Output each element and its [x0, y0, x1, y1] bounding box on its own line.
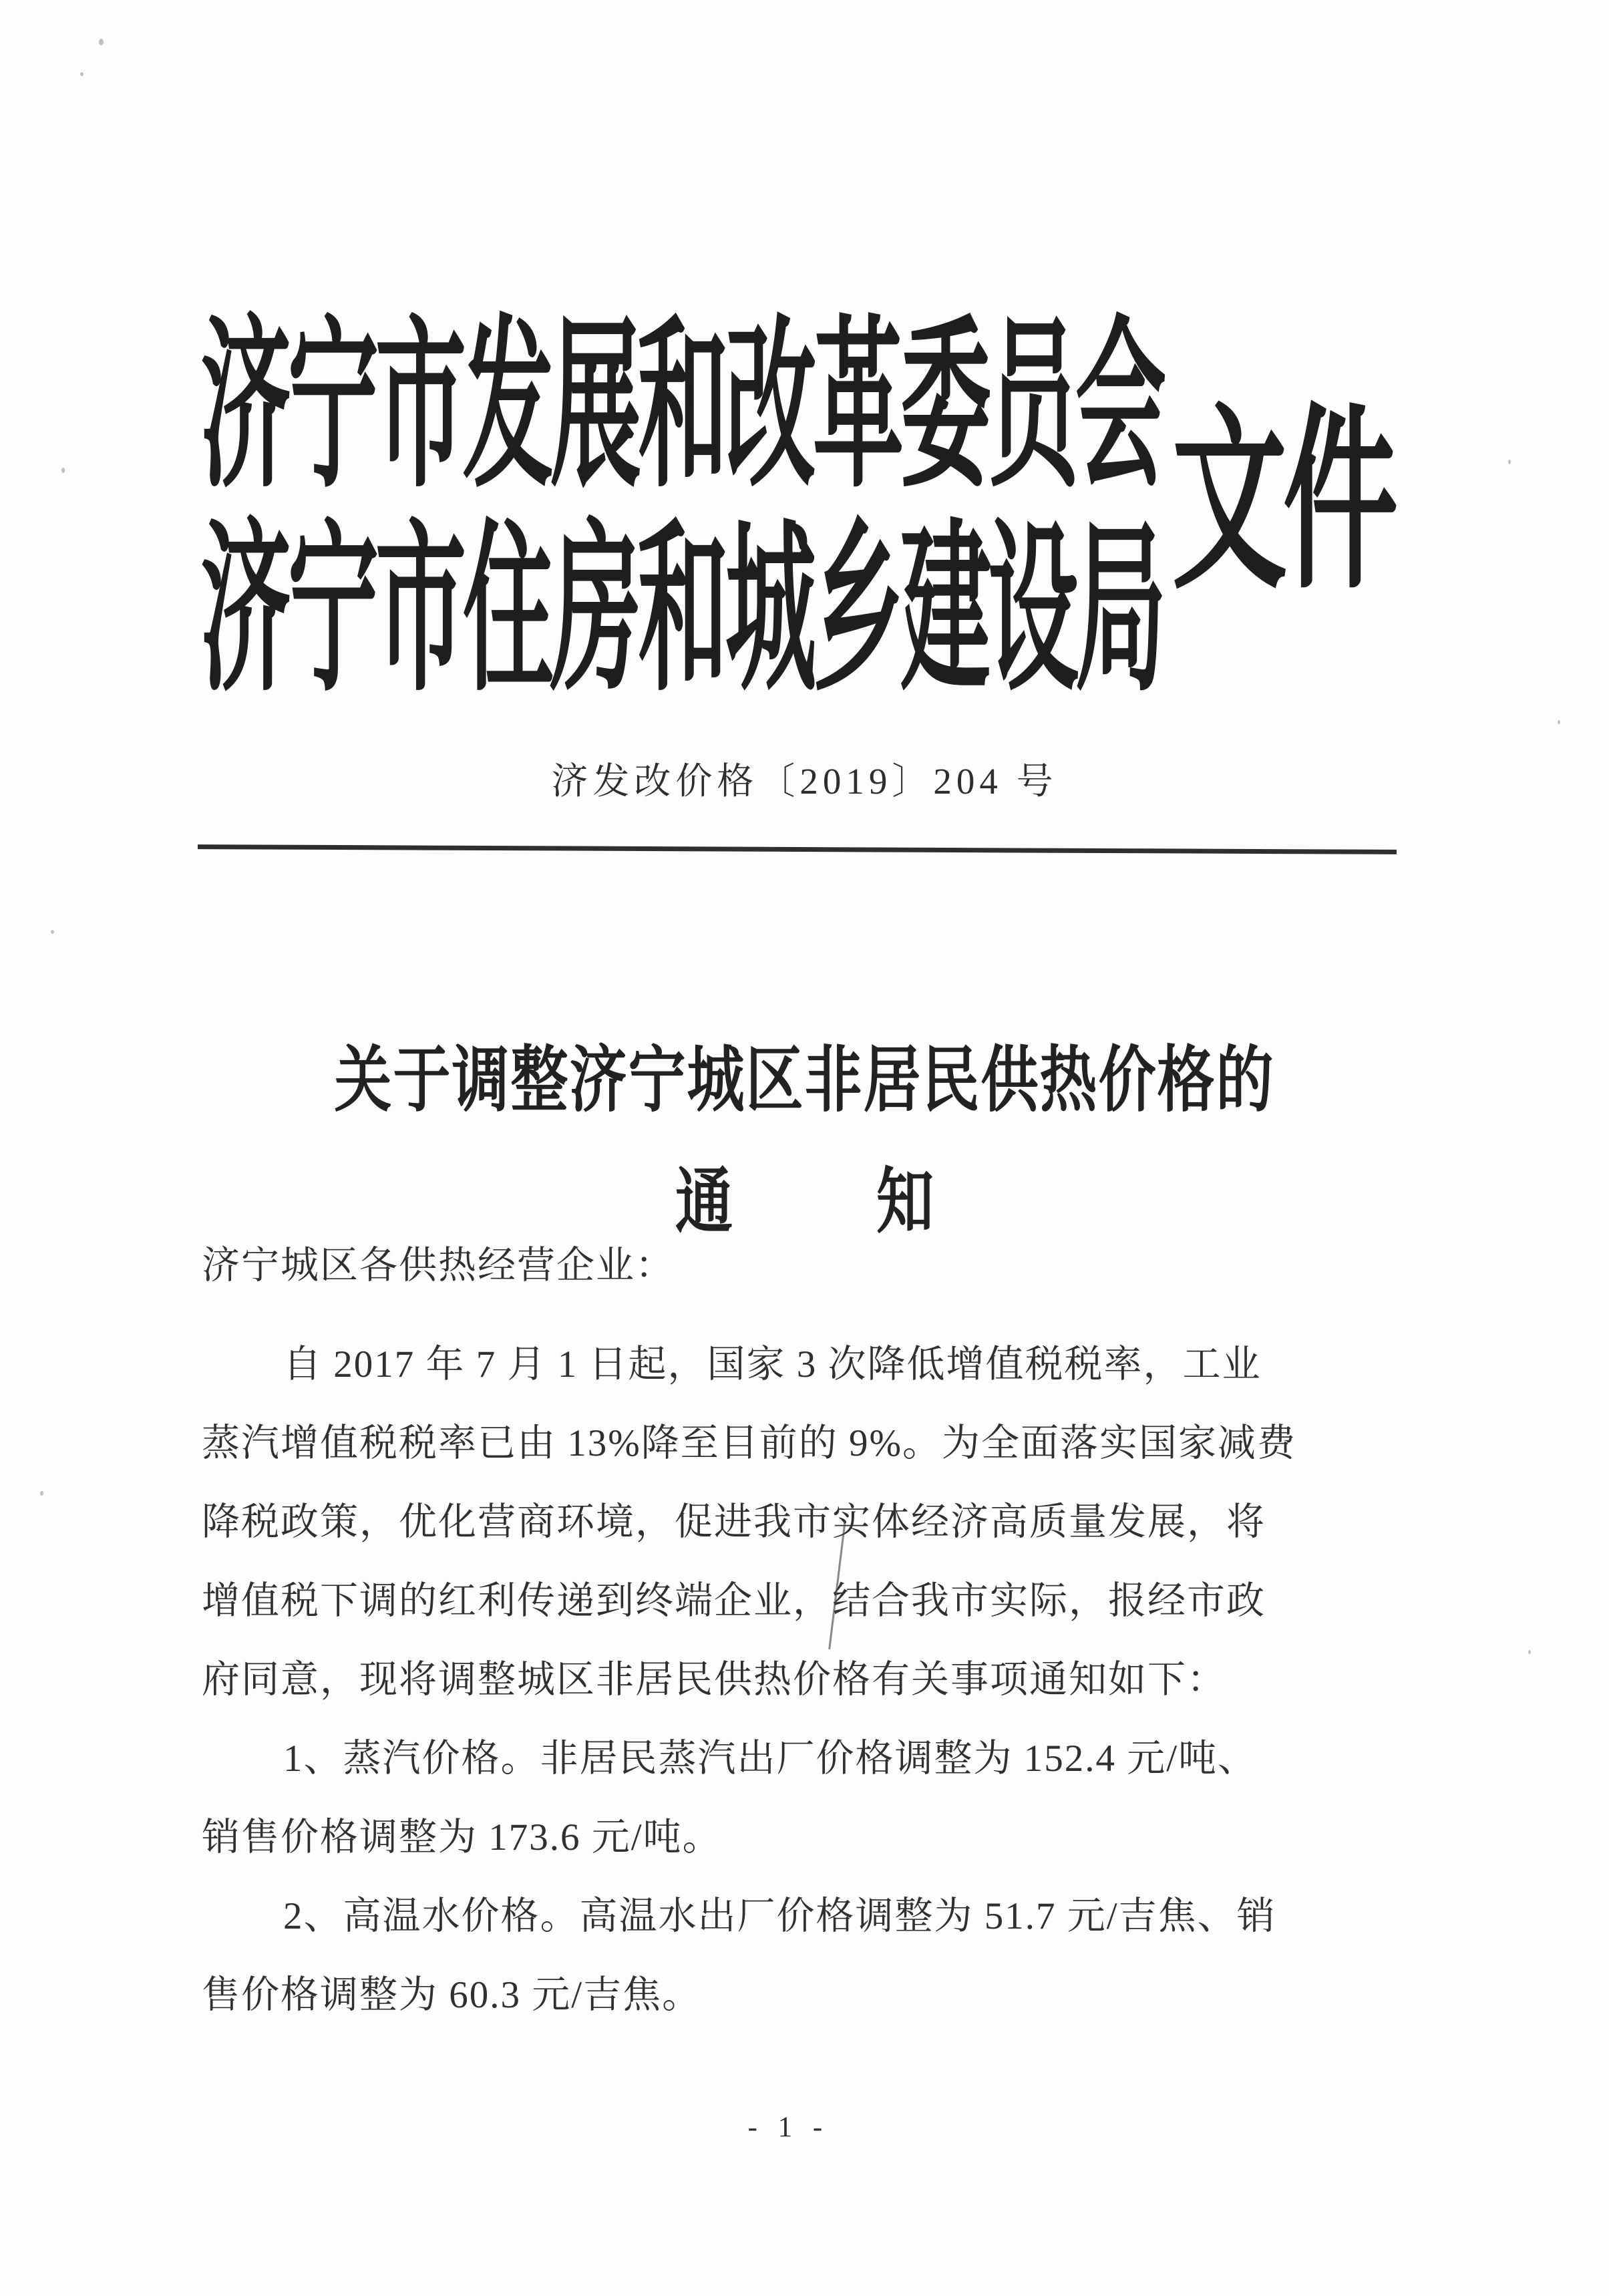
page-number: - 1 - — [747, 2112, 830, 2143]
body-line: 售价格调整为 60.3 元/吉焦。 — [202, 1974, 702, 2016]
body-line: 1、蒸汽价格。非居民蒸汽出厂价格调整为 152.4 元/吨、 — [283, 1738, 1258, 1780]
body-line: 降税政策，优化营商环境，促进我市实体经济高质量发展，将 — [202, 1501, 1266, 1543]
doc-title-line-2 — [0, 1154, 1609, 1242]
doc-title-char-tong: 通 — [675, 1162, 733, 1242]
scan-speckle — [61, 468, 65, 473]
doc-type-label — [1172, 384, 1406, 613]
scan-speckle — [80, 72, 83, 76]
letterhead — [200, 287, 1409, 713]
body-line: 府同意，现将调整城区非居民供热价格有关事项通知如下： — [202, 1659, 1226, 1701]
doc-body — [202, 1226, 1414, 2035]
scan-speckle — [99, 39, 104, 45]
scan-speckle — [51, 930, 54, 934]
org-name-2-text: 济宁市住房和城乡建设局 — [200, 510, 1163, 713]
scan-speckle — [1528, 1650, 1531, 1654]
doc-title-line-1 — [0, 1032, 1609, 1120]
header-divider — [198, 844, 1397, 854]
body-line: 销售价格调整为 173.6 元/吨。 — [202, 1816, 722, 1858]
paragraphs — [202, 1325, 1414, 2035]
doc-number: 济发改价格〔2019〕204 号 — [551, 761, 1058, 802]
doc-title — [0, 1032, 1609, 1242]
doc-title-line-1-text: 关于调整济宁城区非居民供热价格的 — [334, 1040, 1275, 1120]
body-line: 自 2017 年 7 月 1 日起，国家 3 次降低增值税税率，工业 — [283, 1343, 1262, 1385]
doc-title-char-zhi: 知 — [876, 1162, 934, 1242]
scan-speckle — [1508, 460, 1511, 464]
scan-speckle — [40, 1491, 43, 1496]
body-line: 蒸汽增值税税率已由 13%降至目前的 9%。为全面落实国家减费 — [202, 1422, 1296, 1464]
body-line: 2、高温水价格。高温水出厂价格调整为 51.7 元/吉焦、销 — [283, 1895, 1276, 1937]
doc-type-text: 文件 — [1172, 393, 1394, 613]
salutation: 济宁城区各供热经营企业： — [202, 1245, 675, 1287]
body-line: 增值税下调的红利传递到终端企业，结合我市实际，报经市政 — [202, 1580, 1266, 1622]
org-name-1-text: 济宁市发展和改革委员会 — [200, 307, 1163, 510]
scan-speckle — [1558, 720, 1560, 724]
